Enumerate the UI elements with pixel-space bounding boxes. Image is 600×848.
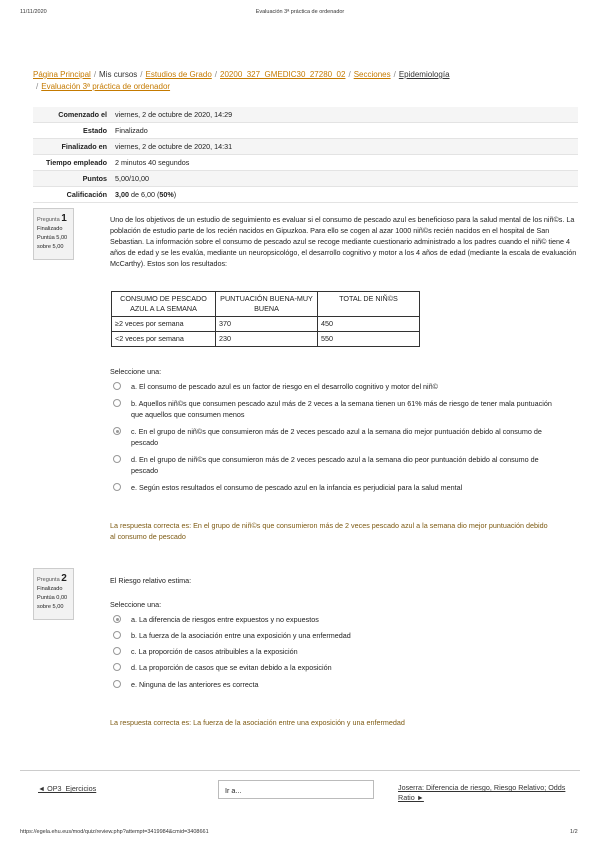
summary-row [33, 155, 578, 171]
table-header: CONSUMO DE PESCADO AZUL A LA SEMANA [112, 292, 216, 317]
table-cell: <2 veces por semana [112, 332, 216, 347]
table-row [112, 332, 420, 347]
print-page-number: 1/2 [570, 829, 578, 835]
summary-row [33, 107, 578, 123]
grade-score: 3,00 [115, 190, 129, 199]
radio-icon[interactable] [113, 631, 121, 639]
breadcrumb-my-courses: Mis cursos [99, 70, 138, 79]
q1-option-d[interactable] [113, 454, 553, 476]
summary-label: Finalizado en [61, 142, 107, 151]
footer-divider [20, 770, 580, 771]
prev-activity-link[interactable]: ◄ OP3_Ejercicios [38, 784, 97, 793]
radio-icon[interactable] [113, 663, 121, 671]
radio-selected-icon[interactable] [113, 427, 121, 435]
question-points: Puntúa 5,00 sobre 5,00 [37, 235, 68, 250]
q2-option-b[interactable] [113, 630, 553, 641]
q2-option-d[interactable] [113, 662, 553, 673]
table-cell: ≥2 veces por semana [112, 317, 216, 332]
option-label: b. La fuerza de la asociación entre una exposición y una enfermedad [131, 631, 351, 640]
option-label: a. La diferencia de riesgos entre expuestos y no expuestos [131, 615, 319, 624]
option-label: e. Ninguna de las anteriores es correcta [131, 680, 259, 689]
q1-option-c[interactable] [113, 426, 553, 448]
breadcrumb-sections[interactable]: Secciones [353, 70, 391, 79]
question-1-info [33, 208, 74, 260]
breadcrumb-home[interactable]: Página Principal [33, 70, 91, 79]
table-header-row [112, 292, 420, 317]
option-label: c. En el grupo de niñ©s que consumieron más de 2 veces pescado azul a la semana dio mejor puntuación debido al consumo de pescado [131, 427, 542, 447]
breadcrumb-separator: / [36, 82, 39, 91]
q2-option-e[interactable] [113, 679, 553, 690]
summary-value: Finalizado [115, 126, 148, 135]
question-number: 1 [61, 213, 67, 224]
question-2-text: El Riesgo relativo estima: [110, 576, 192, 585]
radio-icon[interactable] [113, 382, 121, 390]
option-label: a. El consumo de pescado azul es un factor de riesgo en el desarrollo cognitivo y motor del niñ© [131, 382, 438, 391]
table-header: TOTAL DE NIÑ©S [318, 292, 420, 317]
radio-selected-icon[interactable] [113, 615, 121, 623]
breadcrumb-separator: / [214, 70, 218, 79]
breadcrumb [33, 69, 573, 93]
breadcrumb-course[interactable]: 20200_327_GMEDIC30_27280_02 [220, 70, 346, 79]
jump-to-select[interactable]: Ir a... [218, 780, 374, 799]
q1-option-e[interactable] [113, 482, 553, 493]
breadcrumb-epidemiologia: Epidemiología [398, 70, 450, 79]
print-date: 11/11/2020 [20, 9, 47, 15]
attempt-summary [33, 107, 578, 203]
breadcrumb-separator: / [393, 70, 396, 79]
table-cell: 550 [318, 332, 420, 347]
grade-mid: de 6,00 ( [131, 190, 160, 199]
table-header: PUNTUACIÓN BUENA-MUY BUENA [216, 292, 318, 317]
q1-option-a[interactable] [113, 381, 553, 392]
q1-option-b[interactable] [113, 398, 553, 420]
radio-icon[interactable] [113, 483, 121, 491]
summary-label: Estado [83, 126, 107, 135]
question-points: Puntúa 0,00 sobre 5,00 [37, 595, 68, 610]
option-label: d. La proporción de casos que se evitan debido a la exposición [131, 663, 332, 672]
summary-value: viernes, 2 de octubre de 2020, 14:29 [115, 110, 233, 119]
question-state: Finalizado [37, 586, 63, 592]
table-cell: 370 [216, 317, 318, 332]
question-2-info [33, 568, 74, 620]
question-number: 2 [61, 573, 67, 584]
summary-row [33, 139, 578, 155]
question-2-correct-answer: La respuesta correcta es: La fuerza de la asociación entre una exposición y una enfermedad [110, 718, 405, 727]
question-label: Pregunta [37, 217, 60, 223]
radio-icon[interactable] [113, 455, 121, 463]
grade-label: Calificación [66, 190, 107, 199]
grade-percent: 50% [159, 190, 174, 199]
breadcrumb-separator: / [93, 70, 97, 79]
breadcrumb-separator: / [140, 70, 143, 79]
question-label: Pregunta [37, 577, 60, 583]
q2-option-c[interactable] [113, 646, 553, 657]
breadcrumb-grado[interactable]: Estudios de Grado [145, 70, 212, 79]
summary-value: 2 minutos 40 segundos [115, 158, 190, 167]
option-label: c. La proporción de casos atribuibles a la exposición [131, 647, 298, 656]
summary-label: Comenzado el [58, 110, 107, 119]
print-url: https://egela.ehu.eus/mod/quiz/review.php?attempt=3419984&cmid=3408661 [20, 829, 209, 835]
breadcrumb-separator: / [348, 70, 351, 79]
option-label: e. Según estos resultados el consumo de pescado azul en la infancia es perjudicial para la salud mental [131, 483, 463, 492]
radio-icon[interactable] [113, 680, 121, 688]
question-state: Finalizado [37, 226, 63, 232]
question-2-select-label: Seleccione una: [110, 600, 162, 609]
summary-value: viernes, 2 de octubre de 2020, 14:31 [115, 142, 233, 151]
next-activity-link[interactable]: Joserra: Diferencia de riesgo, Riesgo Relativo; Odds Ratio ► [398, 783, 566, 802]
option-label: b. Aquellos niñ©s que consumen pescado azul más de 2 veces a la semana tienen un 61% más de riesgo de tener mala puntuación que aquellos que consumen menos [131, 399, 552, 419]
question-1-select-label: Seleccione una: [110, 367, 162, 376]
breadcrumb-evaluation[interactable]: Evaluación 3ª práctica de ordenador [41, 82, 171, 91]
summary-row-grade [33, 187, 578, 203]
radio-icon[interactable] [113, 647, 121, 655]
summary-row [33, 171, 578, 187]
summary-label: Tiempo empleado [46, 158, 107, 167]
table-row [112, 317, 420, 332]
summary-row [33, 123, 578, 139]
radio-icon[interactable] [113, 399, 121, 407]
grade-value [111, 187, 578, 203]
option-label: d. En el grupo de niñ©s que consumieron más de 2 veces pescado azul a la semana dio peor puntuación debido al consumo de pescado [131, 455, 539, 475]
print-title: Evaluación 3ª práctica de ordenador [255, 9, 345, 15]
q2-option-a[interactable] [113, 614, 553, 625]
summary-value: 5,00/10,00 [115, 174, 149, 183]
summary-label: Puntos [82, 174, 107, 183]
question-1-results-table [111, 291, 420, 347]
question-1-correct-answer: La respuesta correcta es: En el grupo de niñ©s que consumieron más de 2 veces pescado azul a la semana dio mejor puntuación debido al consumo de pescado [110, 521, 548, 541]
table-cell: 450 [318, 317, 420, 332]
question-1-text: Uno de los objetivos de un estudio de seguimiento es evaluar si el consumo de pescado azul es beneficioso para la salud mental de los niñ©s. La población de estudio parte de los recién nacidos en Gipuzkoa. Para ello se cogen al azar 1000 niñ©s recién nacidos en el hospital de San Sebastian. La información sobre el consumo de pescado azul se recoge mediante cuestionario administrado a los padres cuando el niñ© tiene 4 años de edad y se les evalúa, mediante un neuropsicológo, el desarrollo cognitivo y motor a los 4 años de edad (mediante la escala de evaluación McCarthy). Estos son los resultados: [110, 215, 577, 268]
table-cell: 230 [216, 332, 318, 347]
grade-end: ) [173, 190, 177, 199]
